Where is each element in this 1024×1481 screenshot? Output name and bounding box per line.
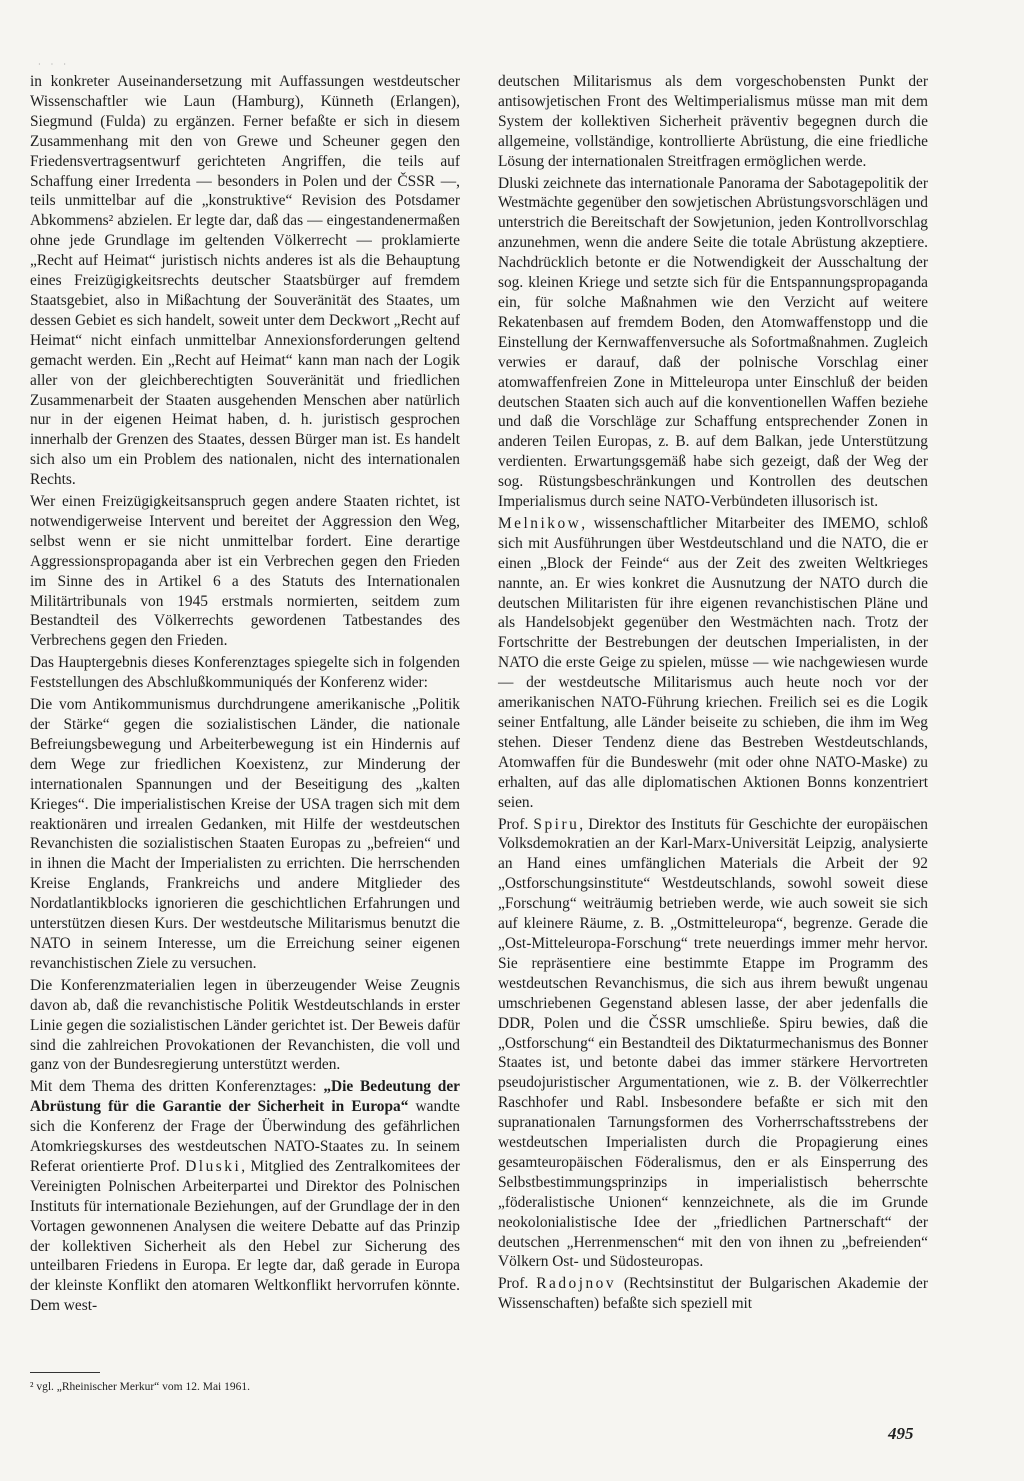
paragraph: Die vom Antikommunismus durchdrungene amerikanische „Politik der Stärke“ gegen die sozialistischen Länder, die nationale Befreiungsbewegung und Arbeiterbewegung ist ein Hindernis auf dem Wege zur friedlichen Koexistenz, zur Minderung der internationalen Spannungen und der Beseitigung des „kalten Krieges“. Die imperialistischen Kreise der USA tragen sich mit dem reaktionären und irrealen Gedanken, mit Hilfe der westdeutschen Revanchisten die sozialistischen Staaten Europas zu „befreien“ und in ihnen die Macht der Imperialisten zu errichten. Die herrschenden Kreise Englands, Frankreichs und andere Mitglieder des Nordatlantikblocks ignorieren die geschichtlichen Erfahrungen und unterstützen diesen Kurs. Der westdeutsche Militarismus benutzt die NATO in seinem Interesse, um die Erreichung seiner eigenen revanchistischen Ziele zu versuchen. <box>30 696 460 972</box>
right-column <box>498 72 928 1316</box>
text-run: Mit dem Thema des dritten Konferenztages: <box>30 1078 324 1096</box>
paragraph: Die Konferenzmaterialien legen in überzeugender Weise Zeugnis davon ab, daß die revanchistische Politik Westdeutschlands in erster Linie gegen die sozialistischen Länder gerichtet ist. Der Beweis dafür sind die zahlreichen Provokationen der Revanchisten, die voll und ganz von der Bundesregierung unterstützt werden. <box>30 976 460 1074</box>
paragraph: deutschen Militarismus als dem vorgeschobensten Punkt der antisowjetischen Front des Weltimperialismus müsse man mit dem System der kollektiven Sicherheit präventiv begegnen durch die allgemeine, vollständige, kontrollierte Abrüstung, die eine friedliche Lösung der internationalen Streitfragen ermöglichen werde. <box>498 73 928 170</box>
paragraph <box>30 1077 460 1316</box>
text-run: Prof. <box>498 815 534 833</box>
conference-topic: „Die Bedeutung der Abrüstung für die Garantie der Sicherheit in Europa“ <box>30 1078 460 1116</box>
speaker-name: Melnikow <box>498 514 582 532</box>
paragraph: Wer einen Freizügigkeitsanspruch gegen andere Staaten richtet, ist notwendigerweise Intervent und bereitet der Aggression den Weg, selbst wenn er sie nicht unmittelbar fordert. Eine derartige Aggressionspropaganda aber ist ein Verbrechen gegen den Frieden im Sinne des in Artikel 6 a des Statuts des Internationalen Militärtribunals von 1945 erstmals normierten, seitdem zum Bestandteil des Völkerrechts gewordenen Tatbestandes des Verbrechens gegen den Frieden. <box>30 493 460 650</box>
paragraph: in konkreter Auseinandersetzung mit Auffassungen westdeutscher Wissenschaftler wie Laun (Hamburg), Künneth (Erlangen), Siegmund (Fulda) zu ergänzen. Ferner befaßte er sich in diesem Zusammenhang mit den von Grewe und Scheuner gegen den Friedensvertragsentwurf gerichteten Angriffen, die teils auf Schaffung einer Irredenta — besonders in Polen und der ČSSR —, teils unmittelbar auf die „konstruktive“ Revision des Potsdamer Abkommens² abzielen. Er legte dar, daß das — eingestandenermaßen ohne jede Grundlage im geltenden Völkerrecht — proklamierte „Recht auf Heimat“ juristisch nichts anderes ist als die Behauptung eines Freizügigkeitsrechts deutscher Staatsbürger auf fremdem Staatsgebiet, also in Mißachtung der Souveränität des Staates, um dessen Gebiet es sich handelt, soweit unter dem Deckwort „Recht auf Heimat“ nicht einfach unmittelbar Annexionsforderungen geltend gemacht werden. Ein „Recht auf Heimat“ kann man nach der Logik aller von der gleichberechtigten Souveränität und friedlichen Zusammenarbeit der Staaten ausgehenden Menschen aber natürlich nur in der eigenen Heimat haben, d. h. juristisch gesprochen innerhalb der Grenzen des Staates, dessen Bürger man ist. Es handelt sich also um ein Problem des nationalen, nicht des internationalen Rechts. <box>30 73 460 489</box>
footnote: ² vgl. „Rheinischer Merkur“ vom 12. Mai 1961. <box>30 1381 250 1393</box>
scan-mark: · · · <box>38 60 70 69</box>
text-run: Prof. <box>498 1275 537 1293</box>
text-run: (Rechtsinstitut der Bulgarischen Akademie der Wissenschaften) befaßte sich speziell mit <box>498 1275 929 1313</box>
speaker-name: Dluski <box>185 1157 242 1175</box>
page-number: 495 <box>888 1424 914 1443</box>
speaker-name: Spiru <box>533 815 580 833</box>
footnote-rule <box>30 1372 100 1373</box>
paragraph: Das Hauptergebnis dieses Konferenztages spiegelte sich in folgenden Feststellungen des Abschlußkommuniqués der Konferenz wider: <box>30 654 460 692</box>
text-run: wandte sich die Konferenz der Frage der Überwindung des gefährlichen Atomkriegskurses des westdeutschen NATO-Staates zu. In seinem Referat orientierte Prof. <box>30 1098 460 1175</box>
paragraph <box>498 1274 928 1314</box>
text-run: , Direktor des Instituts für Geschichte der europäischen Volksdemokratien an der Karl-Marx-Universität Leipzig, analysierte an Hand eines umfänglichen Materials die Arbeit der 92 „Ostforschungsinstitute“ Westdeutschlands, sowohl soweit diese „Forschung“ weiträumig betrieben werde, wie auch soweit sie sich auf kleinere Räume, z. B. „Ostmitteleuropa“, begrenze. Gerade die „Ost-Mitteleuropa-Forschung“ trete neuerdings immer mehr hervor. Sie repräsentiere eine bestimmte Etappe im Programm des westdeutschen Revanchismus, die sich aus ihrem bewußt ungenau umschriebenen Gegenstand ablesen lasse, der aber jedenfalls die DDR, Polen und die ČSSR umschließe. Spiru bewies, daß die „Ostforschung“ ein Bestandteil des Diktaturmechanismus des Bonner Staates ist, und betonte dabei das immer stärkere Hervortreten pseudojuristischer Argumentationen, wie z. B. der Völkerrechtler Raschhofer und Rabl. Insbesondere befaßte er sich mit den supranationalen Tarnungsformen des Vorherrschaftsstrebens der westdeutschen Imperialisten durch die Propagierung eines gesamteuropäischen Föderalismus, den er als Einsperrung des Selbstbestimmungsprinzips in imperialistisch beherrschte „föderalistische Unionen“ kennzeichnete, als die im Grunde neokolonialistische Idee der „friedlichen Partnerschaft“ der deutschen „Herrenmenschen“ mit den von ihnen zu „befreienden“ Völkern Ost- und Südosteuropas. <box>498 815 928 1271</box>
paragraph <box>498 514 928 813</box>
speaker-name: Radojnov <box>536 1275 617 1293</box>
paragraph <box>498 815 928 1273</box>
left-column <box>30 72 460 1318</box>
paragraph: Dluski zeichnete das internationale Panorama der Sabotagepolitik der Westmächte gegenüber den sowjetischen Abrüstungsvorschlägen und unterstrich die Bereitschaft der Sowjetunion, jeden Kontrollvorschlag anzunehmen, wenn die andere Seite die totale Abrüstung akzeptiere. Nachdrücklich betonte er die Notwendigkeit der Ausschaltung der sog. kleinen Kriege und setzte sich für die Entspannungspropaganda ein, für solche Maßnahmen wie den Verzicht auf weitere Rekatenbasen auf fremdem Boden, den Atomwaffenstopp und die Einstellung der Kernwaffenversuche als Sofortmaßnahmen. Zugleich verwies er darauf, daß der polnische Vorschlag einer atomwaffenfreien Zone in Mitteleuropa unter Einschluß der beiden deutschen Staaten sich auch auf die konventionellen Waffen beziehe und daß die Vorschläge zur Schaffung entsprechender Zonen in anderen Teilen Europas, z. B. auf dem Balkan, jede Unterstützung verdienten. Erwartungsgemäß habe sich gezeigt, daß der Weg der sog. Rüstungsbeschränkungen und Kontrollen des deutschen Imperialismus durch seine NATO-Verbündeten illusorisch ist. <box>498 174 928 511</box>
text-run: , Mitglied des Zentralkomitees der Vereinigten Polnischen Arbeiterpartei und Direktor des Polnischen Instituts für internationale Beziehungen, auf der Grundlage der in den Vortagen gewonnenen Analysen die weitere Debatte auf das Prinzip der kollektiven Sicherheit als den Hebel zur Sicherung des unteilbaren Friedens in Europa. Er legte dar, daß gerade in Europa der kleinste Konflikt den atomaren Weltkonflikt hervorrufen könnte. Dem west- <box>30 1157 461 1315</box>
text-run: , wissenschaftlicher Mitarbeiter des IMEMO, schloß sich mit Ausführungen über Westdeutschland und die NATO, die er einen „Block der Feinde“ aus der Zeit des zweiten Weltkrieges nannte, an. Er wies konkret die Ausnutzung der NATO durch die deutschen Militaristen für ihre eigenen revanchistischen Pläne und als Handelsobjekt gegenüber den Westmächten nach. Trotz der Fortschritte der Bestrebungen der deutschen Imperialisten, in der NATO die erste Geige zu spielen, müsse — wie nachgewiesen wurde — der westdeutsche Militarismus auch heute noch vor der amerikanischen NATO-Führung kriechen. Freilich sei es die Logik seiner Entfaltung, alle Länder beiseite zu schieben, die ihm im Weg stehen. Dieser Tendenz diene das Bestreben Westdeutschlands, Atomwaffen für die Bundeswehr (mit oder ohne NATO-Maske) zu erhalten, auf das alle diplomatischen Aktionen Bonns konzentriert seien. <box>498 514 928 811</box>
